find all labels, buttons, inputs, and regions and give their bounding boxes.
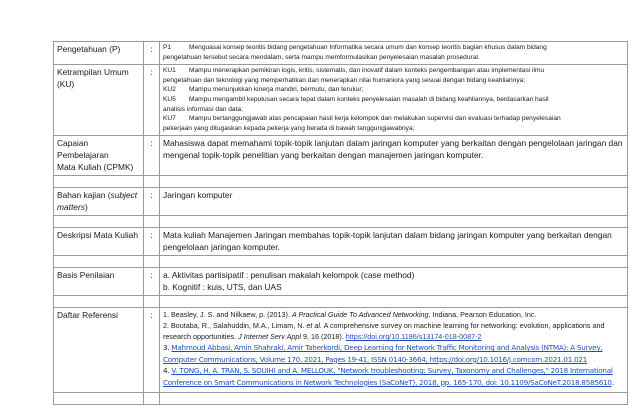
- label-cpmk: [54, 136, 144, 176]
- label-ketrampilan: Ketrampilan Umum (KU): [54, 65, 144, 136]
- content-referensi: [160, 308, 628, 393]
- label-basis-penilaian: Basis Penilaian: [54, 268, 144, 296]
- outcome-item: [163, 66, 623, 76]
- reference-text: 9, 16 (2018).: [300, 332, 346, 342]
- assessment-item: a. Aktivitas partisipatif : penulisan makalah kelompok (case method): [163, 270, 415, 281]
- row-pengetahuan: [54, 42, 628, 65]
- label-bahan-close: ): [84, 202, 88, 213]
- label-deskripsi: Deskripsi Mata Kuliah: [54, 228, 144, 256]
- reference-italic: et al.: [306, 321, 323, 331]
- row-deskripsi: [54, 228, 628, 256]
- colon: :: [144, 188, 160, 216]
- outcome-code: P1: [163, 44, 172, 51]
- colon: :: [144, 136, 160, 176]
- content-basis-penilaian: [160, 268, 628, 296]
- outcome-text-cont: pekerjaan yang ditugaskan kepada pekerja yang berada di bawah tanggungjawabnya;: [163, 124, 415, 132]
- label-cpmk-line1: Capaian Pembelajaran: [57, 138, 109, 161]
- assessment-item: b. Kognitif : kuis, UTS, dan UAS: [163, 282, 282, 293]
- colon: :: [144, 42, 160, 65]
- outcome-text: Mampu menunjukkan kinerja mandiri, bermutu, dan terukur;: [189, 86, 364, 94]
- row-referensi: [54, 308, 628, 393]
- course-info-table: [53, 41, 628, 405]
- reference-link[interactable]: V. TONG, H. A. TRAN, S. SOUIHI and A. MELLOUK, "Network troubleshooting: Survey, Taxonomy and Challenges," 2018 International Conference on Smart Communications in Network Technologies (SaCoNeT), 2018, pp. 165-170, doi: 10.1109/SaCoNeT.2018.8585610: [163, 366, 613, 387]
- content-bahan-kajian: Jaringan komputer: [160, 188, 628, 216]
- outcome-text-cont: pengetahuan tersebut secara mendalam, serta mampu memformulasikan penyelesaian masalah prosedural.: [163, 53, 480, 61]
- row-basis-penilaian: [54, 268, 628, 296]
- spacer-row: [54, 256, 628, 268]
- reference-text: .: [611, 377, 614, 387]
- outcome-code: KU2: [163, 86, 176, 94]
- colon: :: [144, 308, 160, 393]
- outcome-code: KU5: [163, 95, 176, 103]
- reference-item: [163, 365, 623, 388]
- outcome-text: Mampu bertanggungjawab atas pencapaian hasil kerja kelompok dan melakukan supervisi dan evaluasi terhadap penyelesaian: [189, 115, 561, 123]
- outcome-text: Mampu menerapkan pemikiran logis, kritis, sistematis, dan inovatif dalam konteks pengembangan atau implementasi ilmu: [189, 67, 545, 75]
- reference-item: [163, 342, 623, 365]
- reference-number: 3.: [163, 343, 172, 353]
- reference-title: A comprehensive survey on machine learning for networking: evolution, applications and research opportunities.: [163, 321, 605, 342]
- reference-journal: J Internet Serv Appl: [238, 332, 301, 342]
- colon: :: [144, 228, 160, 256]
- reference-item: [163, 309, 623, 320]
- reference-item: [163, 320, 623, 342]
- spacer-row: [54, 176, 628, 188]
- label-bahan-italic: subject matters: [57, 190, 138, 213]
- outcome-text: Mampu mengambil keputusan secara tepat dalam konteks penyelesaian masalah di bidang keahliannya, berdasarkan hasil: [189, 95, 549, 103]
- content-cpmk: Mahasiswa dapat memahami topik-topik lanjutan dalam jaringan komputer yang berkaitan dengan pengelolaan jaringan dan mengenal topik-topik penelitian yang berkaitan dengan manajemen jaringan komputer.: [160, 136, 628, 176]
- outcome-text-cont: analisis informasi dan data;: [163, 105, 243, 113]
- outcome-item: [163, 43, 623, 53]
- row-cpmk: [54, 136, 628, 176]
- outcome-item: [163, 85, 623, 95]
- content-ketrampilan: [160, 65, 628, 136]
- reference-text: 2. Boutaba, R., Salahuddin, M.A., Limam, N.: [163, 321, 307, 331]
- label-bahan-text: Bahan kajian (: [57, 190, 111, 201]
- outcome-code: KU1: [163, 67, 176, 75]
- label-pengetahuan: Pengetahuan (P): [54, 42, 144, 65]
- reference-title: A Practical Guide To Advanced Networking: [291, 310, 429, 320]
- content-deskripsi: Mata kuliah Manajemen Jaringan membahas topik-topik lanjutan dalam bidang jaringan komputer yang berkaitan dengan pengelolaan jaringan komputer.: [160, 228, 628, 256]
- row-ketrampilan: [54, 65, 628, 136]
- outcome-code: KU7: [163, 115, 176, 123]
- outcome-text-cont: pengetahuan dan teknologi yang memperhatikan dan menerapkan nilai humaniora yang sesuai dengan bidang keahliannya;: [163, 76, 526, 84]
- row-bahan-kajian: [54, 188, 628, 216]
- colon: :: [144, 65, 160, 136]
- spacer-row: [54, 296, 628, 308]
- colon: :: [144, 268, 160, 296]
- reference-link[interactable]: https://doi.org/10.1186/s13174-018-0087-2: [345, 332, 482, 342]
- label-bahan-kajian: [54, 188, 144, 216]
- content-pengetahuan: [160, 42, 628, 65]
- outcome-item: [163, 114, 623, 124]
- outcome-text: Menguasai konsep teoritis bidang pengetahuan Informatika secara umum dan konsep teoritis bagian khusus dalam bidang: [189, 44, 547, 51]
- reference-text: . Indiana, Pearson Education, Inc.: [428, 310, 537, 320]
- reference-text: 1. Beasley, J. S. and Nilkaew, p. (2013).: [163, 310, 292, 320]
- spacer-row: [54, 393, 628, 405]
- spacer-row: [54, 216, 628, 228]
- reference-number: 4.: [163, 366, 172, 376]
- outcome-item: [163, 95, 623, 105]
- label-cpmk-line2: Mata Kuliah (CPMK): [57, 162, 134, 173]
- label-referensi: Daftar Referensi: [54, 308, 144, 393]
- reference-link[interactable]: Mahmoud Abbasi, Amin Shahraki, Amir Taherkordi, Deep Learning for Network Traffic Monitoring and Analysis (NTMA): A Survey, Computer Communications, Volume 170, 2021, Pages 19-41, ISSN 0140-3664, https://doi.org/10.1016/j.comcom.2021.01.021: [163, 343, 603, 364]
